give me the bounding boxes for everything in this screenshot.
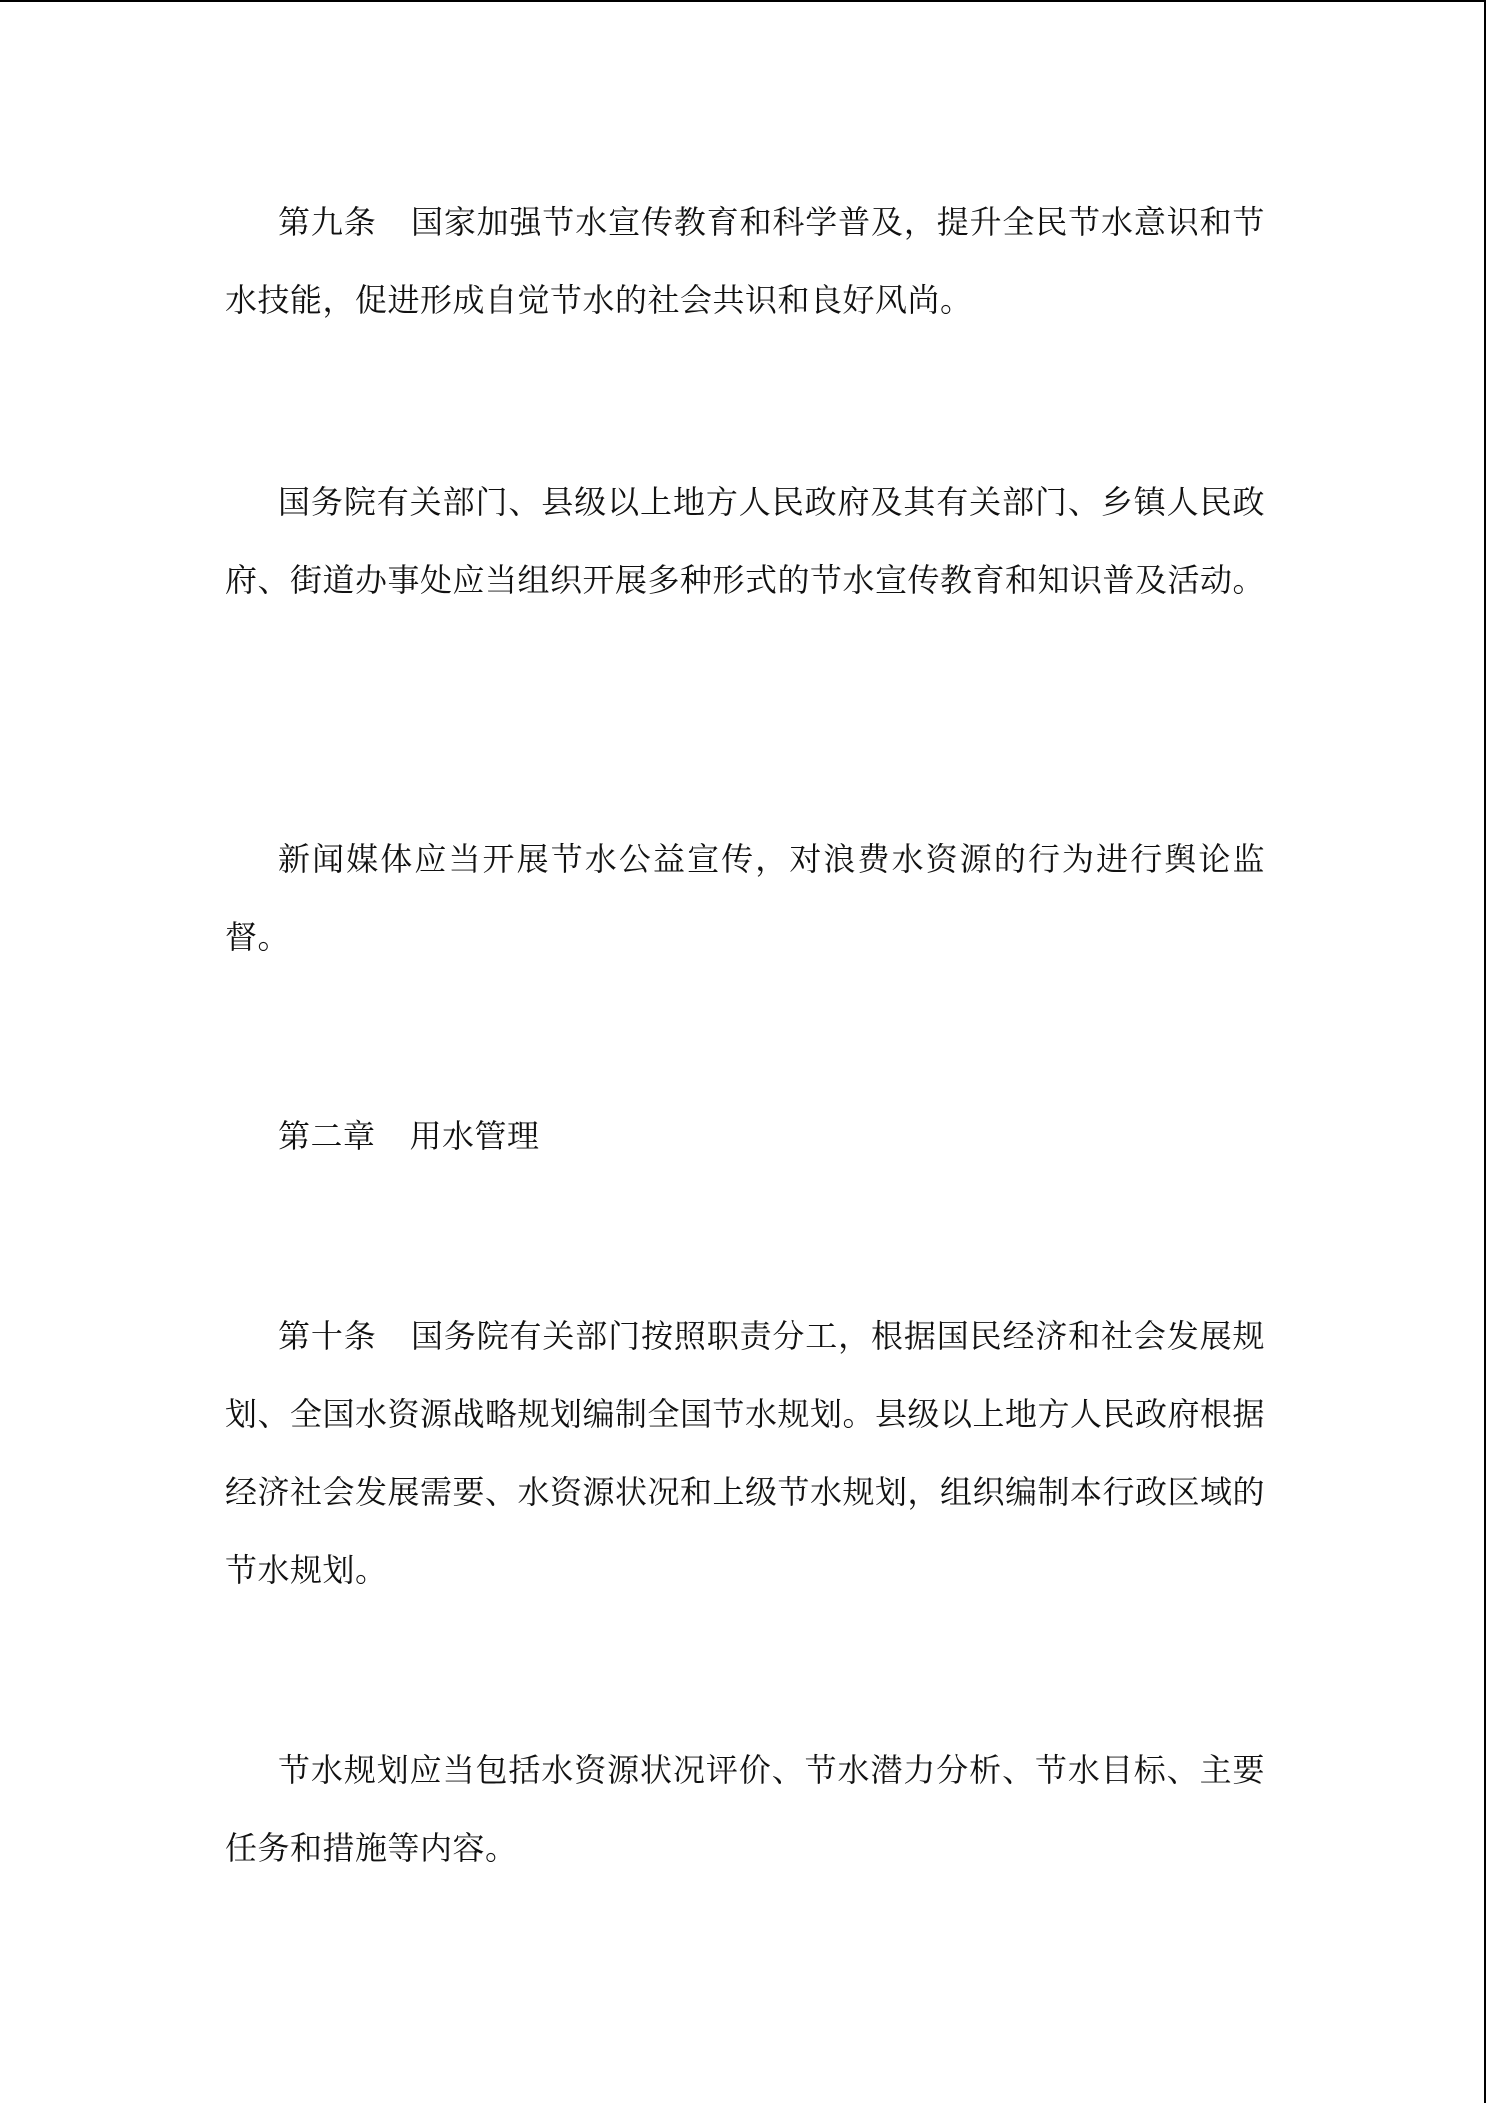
article-10-number: 第十条 [278, 1317, 377, 1355]
article-10-paragraph [225, 1297, 1265, 1609]
article-9-text: 国家加强节水宣传教育和科学普及，提升全民节水意识和节水技能，促进形成自觉节水的社会共识和良好风尚。 [225, 203, 1265, 319]
article-9-paragraph-2-text: 国务院有关部门、县级以上地方人民政府及其有关部门、乡镇人民政府、街道办事处应当组织开展多种形式的节水宣传教育和知识普及活动。 [225, 483, 1266, 599]
chapter-2-number: 第二章 [278, 1117, 376, 1155]
chapter-2-heading [225, 1097, 1265, 1175]
article-9-paragraph-2 [225, 463, 1265, 619]
chapter-2-title: 用水管理 [409, 1117, 540, 1155]
article-10-text: 国务院有关部门按照职责分工，根据国民经济和社会发展规划、全国水资源战略规划编制全国节水规划。县级以上地方人民政府根据经济社会发展需要、水资源状况和上级节水规划，组织编制本行政区域的节水规划。 [225, 1317, 1266, 1589]
article-9-paragraph-3-text: 新闻媒体应当开展节水公益宣传，对浪费水资源的行为进行舆论监督。 [225, 840, 1265, 956]
article-10-paragraph-2-text: 节水规划应当包括水资源状况评价、节水潜力分析、节水目标、主要任务和措施等内容。 [225, 1751, 1265, 1867]
article-9-paragraph [225, 183, 1265, 339]
article-9-number: 第九条 [278, 203, 377, 241]
article-10-paragraph-2 [225, 1731, 1265, 1887]
article-9-paragraph-3 [225, 820, 1265, 976]
